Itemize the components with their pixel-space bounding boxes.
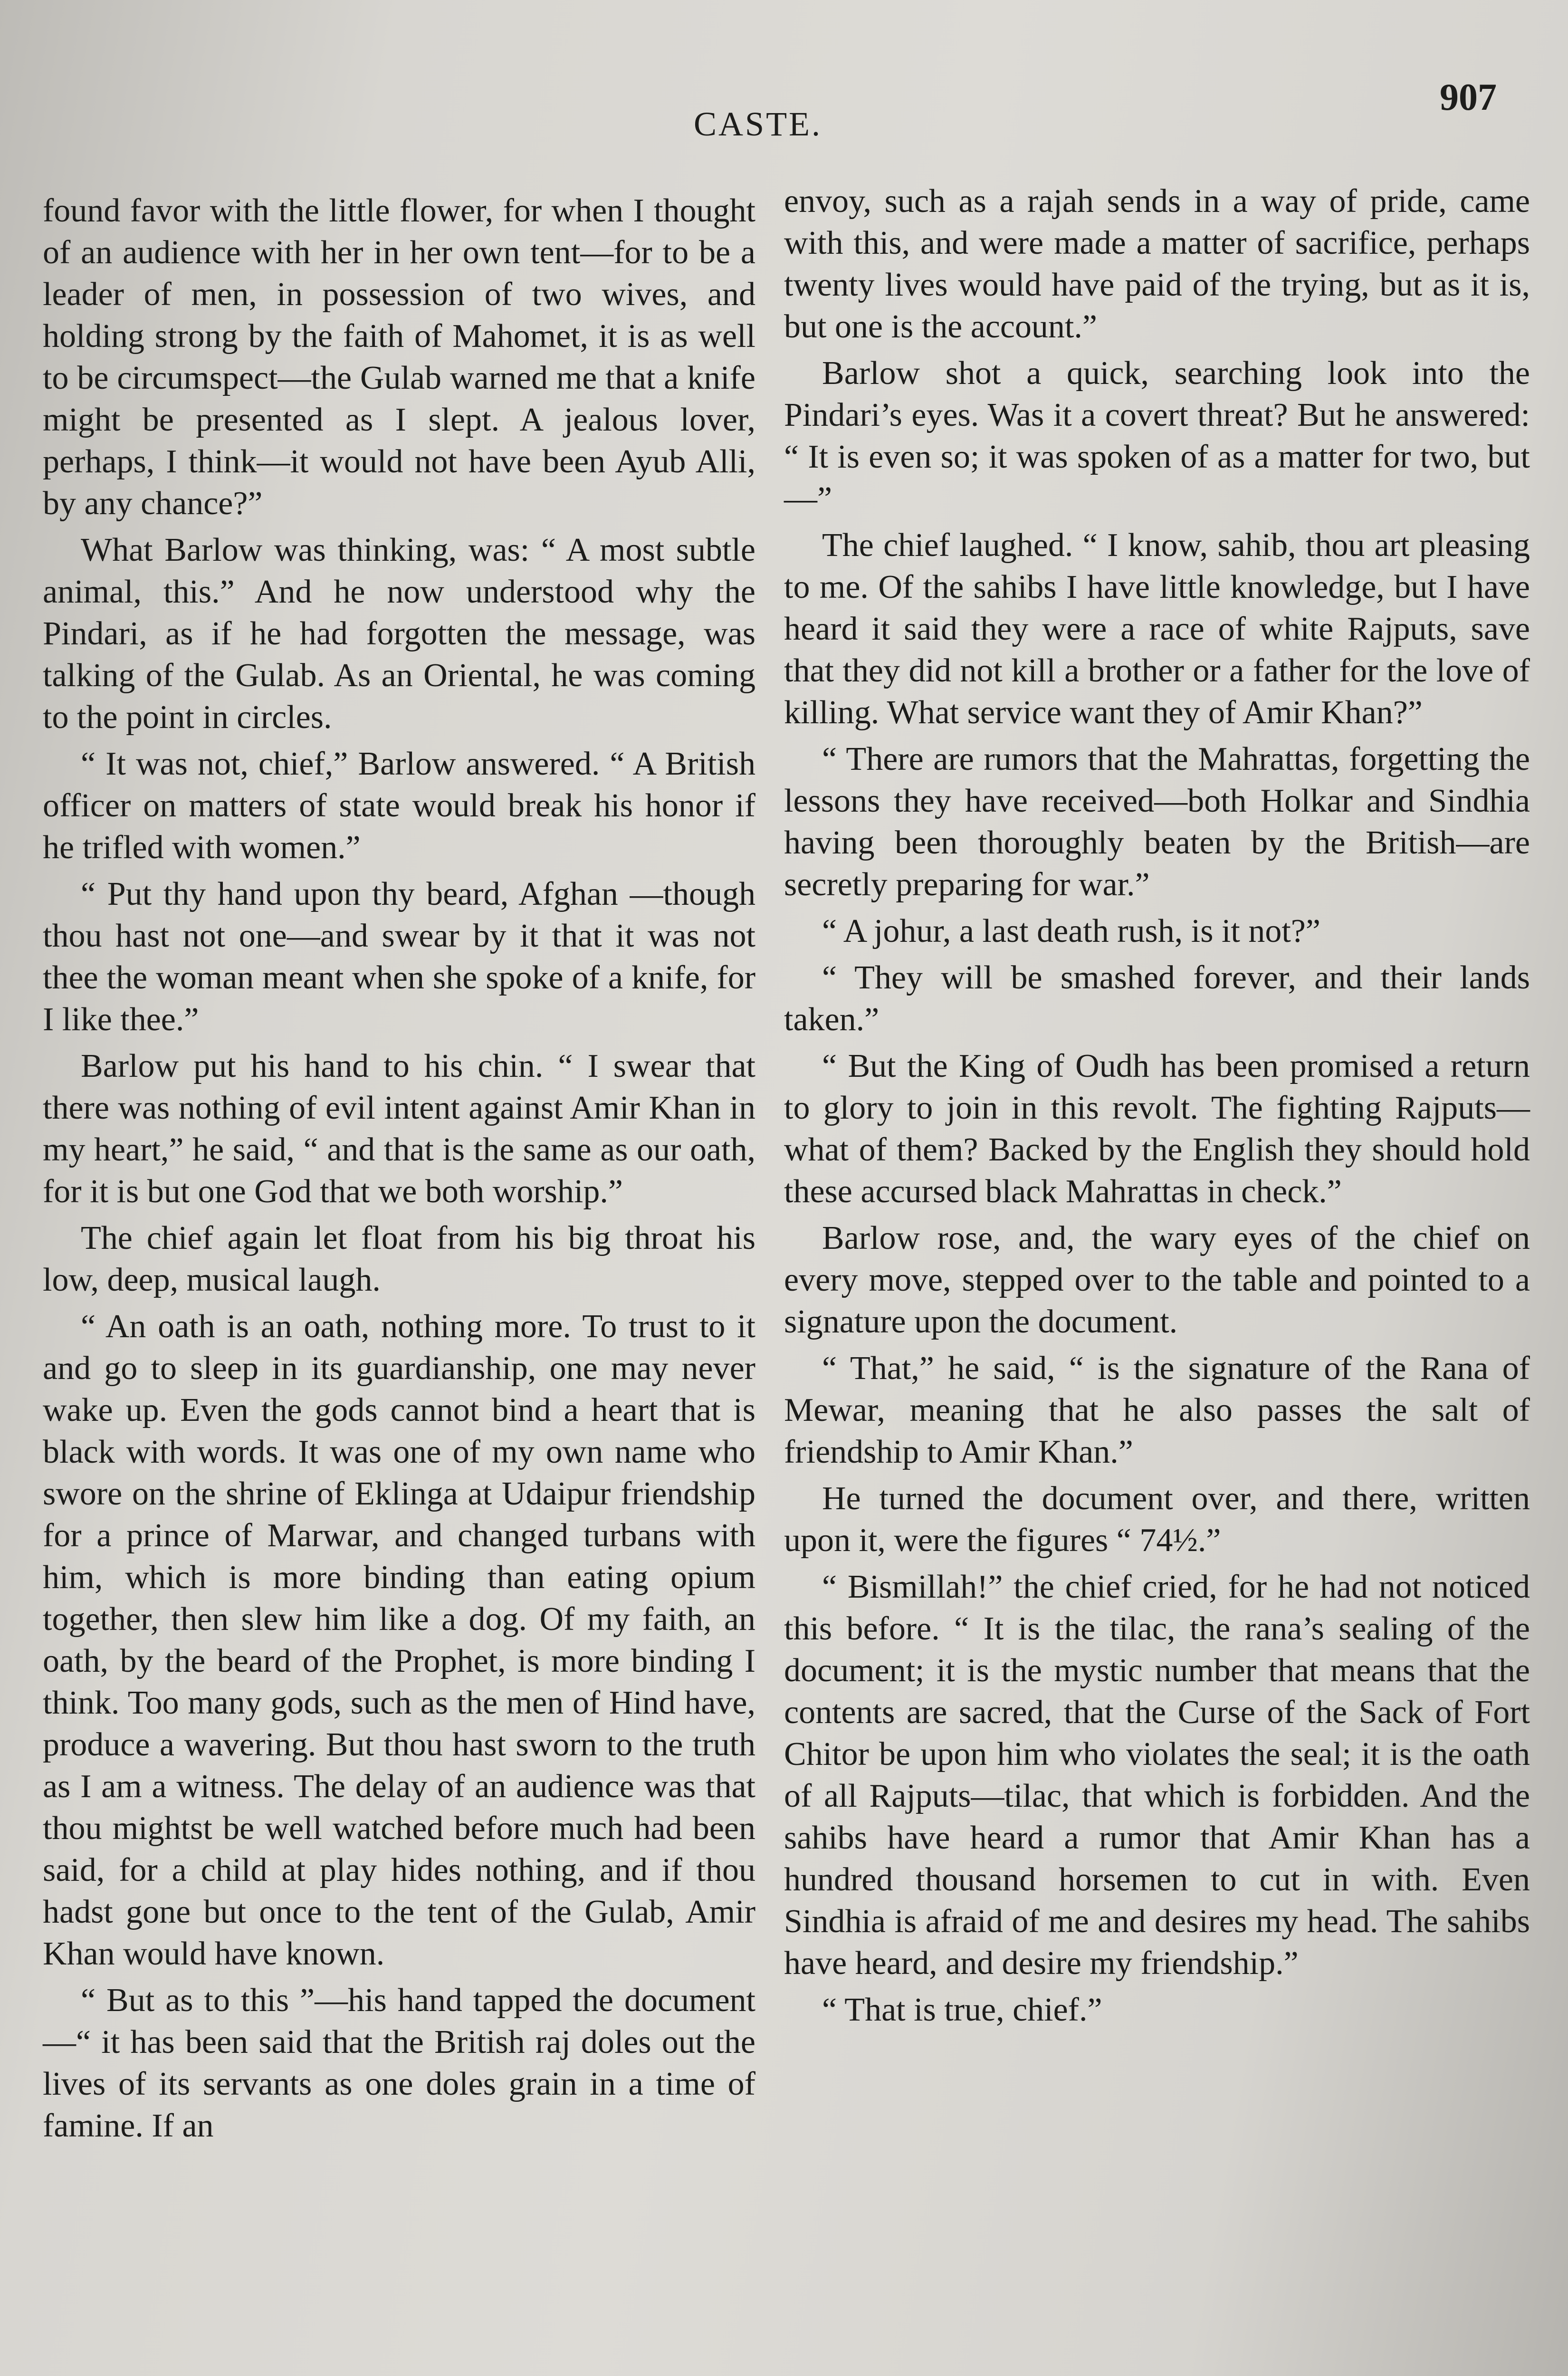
paragraph: “ It was not, chief,” Barlow answered. “ A British officer on matters of state would break his honor if he trifled with women.” bbox=[43, 746, 755, 866]
running-title: CASTE. bbox=[694, 105, 822, 143]
paragraph: Barlow shot a quick, searching look into the Pindari’s eyes. Was it a covert threat? But he answered: “ It is even so; it was spoken of as a matter for two, but—” bbox=[784, 355, 1530, 517]
page-number: 907 bbox=[1440, 77, 1497, 118]
left-column bbox=[43, 190, 755, 2152]
paragraph: “ An oath is an oath, nothing more. To trust to it and go to sleep in its guardianship, one may never wake up. Even the gods cannot bind a heart that is black with words. It was one of my own name who swore on the shrine of Eklinga at Udaipur friendship for a prince of Marwar, and changed turbans with him, which is more binding than eating opium together, then slew him like a dog. Of my faith, an oath, by the beard of the Prophet, is more binding I think. Too many gods, such as the men of Hind have, produce a wavering. But thou hast sworn to the truth as I am a witness. The delay of an audience was that thou mightst be well watched before much had been said, for a child at play hides nothing, and if thou hadst gone but once to the tent of the Gulab, Amir Khan would have known. bbox=[43, 1308, 755, 1972]
paragraph: “ That is true, chief.” bbox=[822, 1992, 1102, 2028]
paragraph: The chief laughed. “ I know, sahib, thou art pleasing to me. Of the sahibs I have little knowledge, but I have heard it said they were a race of white Rajputs, save that they did not kill a brother or a father for the love of killing. What service want they of Amir Khan?” bbox=[784, 527, 1530, 731]
paragraph: “ But the King of Oudh has been promised a return to glory to join in this revolt. The fighting Rajputs—what of them? Backed by the English they should hold these accursed black Mahrattas in check.” bbox=[784, 1048, 1530, 1210]
paragraph: found favor with the little flower, for when I thought of an audience with her in her own tent—for to be a leader of men, in possession of two wives, and holding strong by the faith of Mahomet, it is as well to be circumspect—the Gulab warned me that a knife might be presented as I slept. A jealous lover, perhaps, I think—it would not have been Ayub Alli, by any chance?” bbox=[43, 192, 755, 522]
paragraph: “ But as to this ”—his hand tapped the document—“ it has been said that the British raj doles out the lives of its servants as one doles grain in a time of famine. If an bbox=[43, 1982, 755, 2144]
paragraph: “ There are rumors that the Mahrattas, forgetting the lessons they have received—both Holkar and Sindhia having been thoroughly beaten by the British—are secretly preparing for war.” bbox=[784, 741, 1530, 903]
paragraph: “ Put thy hand upon thy beard, Afghan —though thou hast not one—and swear by it that it was not thee the woman meant when she spoke of a knife, for I like thee.” bbox=[43, 876, 755, 1038]
paragraph: What Barlow was thinking, was: “ A most subtle animal, this.” And he now understood why the Pindari, as if he had forgotten the message, was talking of the Gulab. As an Oriental, he was coming to the point in circles. bbox=[43, 532, 755, 736]
paragraph: envoy, such as a rajah sends in a way of pride, came with this, and were made a matter of sacrifice, perhaps twenty lives would have paid of the trying, but as it is, but one is the account.” bbox=[784, 183, 1530, 345]
paragraph: He turned the document over, and there, written upon it, were the figures “ 74½.” bbox=[784, 1480, 1530, 1559]
paragraph: The chief again let float from his big throat his low, deep, musical laugh. bbox=[43, 1220, 755, 1298]
right-column bbox=[784, 181, 1530, 2036]
paragraph: “ That,” he said, “ is the signature of the Rana of Mewar, meaning that he also passes the salt of friendship to Amir Khan.” bbox=[784, 1350, 1530, 1470]
paragraph: “ A johur, a last death rush, is it not?” bbox=[822, 913, 1320, 949]
paragraph: Barlow put his hand to his chin. “ I swear that there was nothing of evil intent against Amir Khan in my heart,” he said, “ and that is the same as our oath, for it is but one God that we both worship.” bbox=[43, 1048, 755, 1210]
paragraph: Barlow rose, and, the wary eyes of the chief on every move, stepped over to the table and pointed to a signature upon the document. bbox=[784, 1220, 1530, 1340]
page-header bbox=[0, 0, 1568, 157]
paragraph: “ They will be smashed forever, and their lands taken.” bbox=[784, 959, 1530, 1038]
paragraph: “ Bismillah!” the chief cried, for he had not noticed this before. “ It is the tilac, the rana’s sealing of the document; it is the mystic number that means that the contents are sacred, that the Curse of the Sack of Fort Chitor be upon him who violates the seal; it is the oath of all Rajputs—tilac, that which is forbidden. And the sahibs have heard a rumor that Amir Khan has a hundred thousand horsemen to cut in with. Even Sindhia is afraid of me and desires my head. The sahibs have heard, and desire my friendship.” bbox=[784, 1569, 1530, 1982]
